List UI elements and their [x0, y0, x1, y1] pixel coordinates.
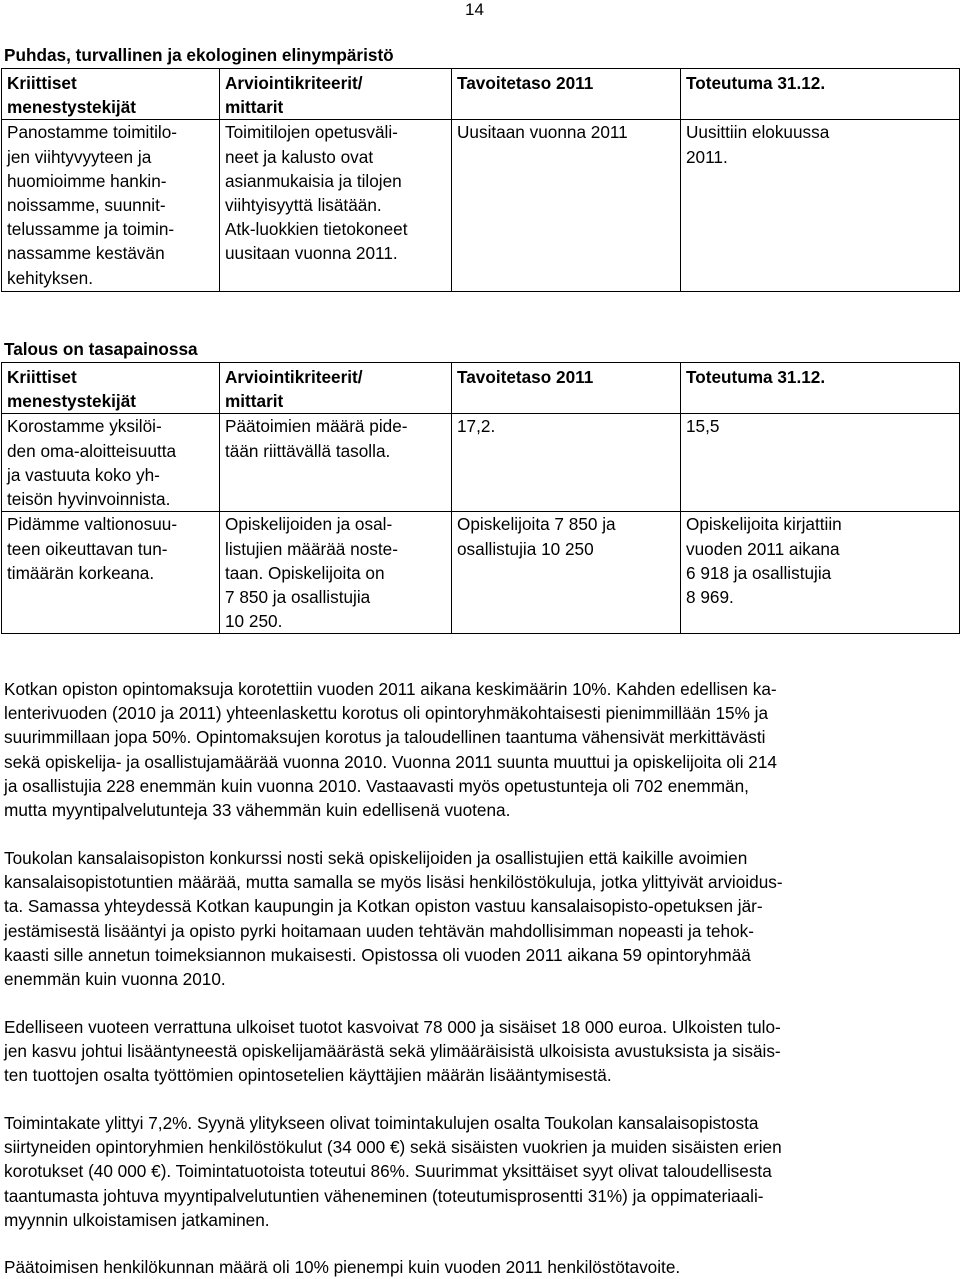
cell-success-factor: Panostamme toimitilo- jen viihtyvyyteen ja huomioimme hankin- noissamme, suunnit- telussamme ja toimin- nassamme kestävän kehityksen. [2, 120, 220, 292]
cell-realization: Uusittiin elokuussa 2011. [681, 120, 960, 292]
cell-realization: Opiskelijoita kirjattiin vuoden 2011 aikana 6 918 ja osallistujia 8 969. [681, 512, 960, 634]
table-header-row [2, 69, 960, 120]
paragraph-operating-margin: Toimintakate ylittyi 7,2%. Syynä ylitykseen olivat toimintakulujen osalta Toukolan kansalaisopistosta siirtyneiden opintoryhmien henkilöstökulut (34 000 €) sekä sisäisten vuokrien ja muiden sisäisten erien korotukset (40 000 €). Toimintatuotoista toteutui 86%. Suurimmat yksittäiset syyt olivat taloudellisesta taantumasta johtuva myyntipalvelutuntien väheneminen (toteutumisprosentti 31%) ja oppimateriaali- myynnin ulkoistamisen jatkaminen. [4, 1113, 782, 1230]
cell-criteria: Opiskelijoiden ja osal- listujien määrää noste- taan. Opiskelijoita on 7 850 ja osallistujia 10 250. [220, 512, 452, 634]
header-realization: Toteutuma 31.12. [681, 69, 960, 120]
cell-target: Opiskelijoita 7 850 ja osallistujia 10 250 [452, 512, 681, 634]
goals-table-economy [1, 362, 960, 634]
table-header-row [2, 363, 960, 414]
section-title-economy: Talous on tasapainossa [4, 339, 198, 359]
header-criteria: Arviointikriteerit/ mittarit [220, 69, 452, 120]
cell-realization: 15,5 [681, 414, 960, 512]
header-criteria: Arviointikriteerit/ mittarit [220, 363, 452, 414]
cell-criteria: Toimitilojen opetusväli- neet ja kalusto ovat asianmukaisia ja tilojen viihtyisyyttä lisätään. Atk-luokkien tietokoneet uusitaan vuonna 2011. [220, 120, 452, 292]
paragraph-toukola: Toukolan kansalaisopiston konkurssi nosti sekä opiskelijoiden ja osallistujien että kaikille avoimien kansalaisopistotuntien määrää, mutta samalla se myös lisäsi henkilöstökuluja, jotka ylittyivät arvioidus- ta. Samassa yhteydessä Kotkan kaupungin ja Kotkan opiston vastuu kansalaisopisto-opetuksen jär- jestämisestä lisääntyi ja opisto pyrki hoitamaan uuden tehtävän mahdollisimman nopeasti ja tehok- kaasti sille annetun toimeksiannon mukaisesti. Opistossa oli vuoden 2011 aikana 59 opintoryhmää enemmän kuin vuonna 2010. [4, 848, 783, 990]
section-title-environment: Puhdas, turvallinen ja ekologinen elinympäristö [4, 45, 394, 65]
header-target-level: Tavoitetaso 2011 [452, 363, 681, 414]
cell-target: 17,2. [452, 414, 681, 512]
paragraph-revenue: Edelliseen vuoteen verrattuna ulkoiset tuotot kasvoivat 78 000 ja sisäiset 18 000 euroa. Ulkoisten tulo- jen kasvu johtui lisääntyneestä opiskelijamäärästä sekä ylimääräisistä ulkoisista avustuksista ja sisäis- ten tuottojen osalta työttömien opintosetelien käyttäjien määrän lisääntymisestä. [4, 1017, 781, 1086]
paragraph-fees: Kotkan opiston opintomaksuja korotettiin vuoden 2011 aikana keskimäärin 10%. Kahden edellisen ka- lenterivuoden (2010 ja 2011) yhteenlaskettu korotus oli opintoryhmäkohtaisesti pienimmillään 15% ja suurimmillaan jopa 50%. Opintomaksujen korotus ja taloudellinen taantuma vähensivät merkittävästi sekä opiskelija- ja osallistujamäärää vuonna 2010. Vuonna 2011 suunta muuttui ja opiskelijoita oli 214 ja osallistujia 228 enemmän kuin vuonna 2010. Vastaavasti myös opetustunteja oli 702 enemmän, mutta myyntipalvelutunteja 33 vähemmän kuin edellisenä vuotena. [4, 679, 777, 821]
page-number: 14 [465, 0, 484, 19]
table-row [2, 512, 960, 634]
cell-success-factor: Pidämme valtionosuu- teen oikeuttavan tun- timäärän korkeana. [2, 512, 220, 634]
header-success-factors: Kriittiset menestystekijät [2, 69, 220, 120]
table-row [2, 414, 960, 512]
cell-criteria: Päätoimien määrä pide- tään riittävällä tasolla. [220, 414, 452, 512]
paragraph-staff: Päätoimisen henkilökunnan määrä oli 10% pienempi kuin vuoden 2011 henkilöstötavoite. [4, 1257, 681, 1277]
cell-target: Uusitaan vuonna 2011 [452, 120, 681, 292]
goals-table-environment [1, 68, 960, 292]
table-row [2, 120, 960, 292]
header-success-factors: Kriittiset menestystekijät [2, 363, 220, 414]
header-realization: Toteutuma 31.12. [681, 363, 960, 414]
header-target-level: Tavoitetaso 2011 [452, 69, 681, 120]
cell-success-factor: Korostamme yksilöi- den oma-aloitteisuutta ja vastuuta koko yh- teisön hyvinvoinnista. [2, 414, 220, 512]
